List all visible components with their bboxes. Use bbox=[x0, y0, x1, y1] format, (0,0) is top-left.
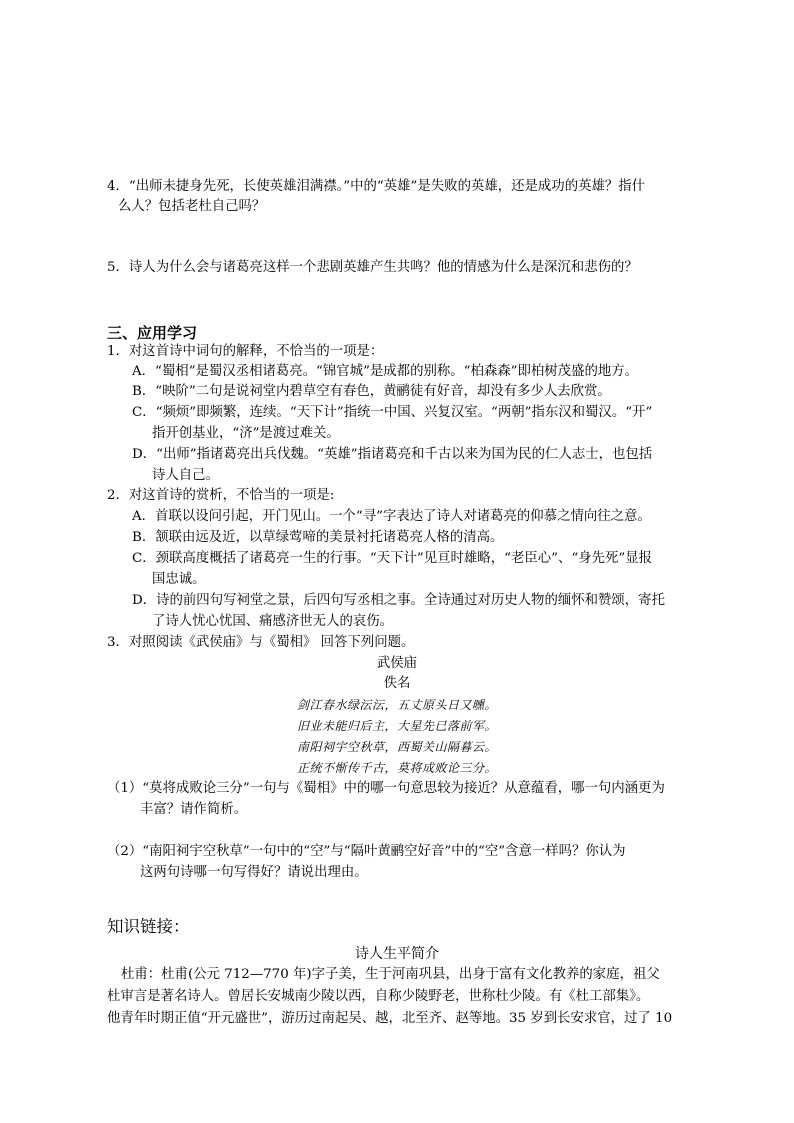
knowledge-heading: 知识链接： bbox=[107, 917, 190, 936]
question-4-line2: 么人？包括老杜自己吗？ bbox=[118, 199, 266, 214]
sub-question-1-line1: （1）“莫将成败论三分”一句与《蜀相》中的哪一句意思较为接近？从意蕴看，哪一句内涵更为 bbox=[107, 781, 665, 796]
poem-line-4: 正统不惭传千古，莫将成败论三分。 bbox=[296, 761, 497, 775]
question-5-line1: 5．诗人为什么会与诸葛亮这样一个悲剧英雄产生共鸣？他的情感为什么是深沉和悲伤的？ bbox=[107, 260, 638, 275]
item-2-stem: 2．对这首诗的赏析，不恰当的一项是: bbox=[107, 488, 335, 503]
item-1-stem: 1．对这首诗中词句的解释，不恰当的一项是： bbox=[107, 344, 384, 359]
item-1-option-a: A．“蜀相”是蜀汉丞相诸葛亮。“锦官城”是成都的别称。“柏森森”即柏树茂盛的地方。 bbox=[132, 364, 639, 379]
item-1-option-c-line2: 指开创基业，“济”是渡过难关。 bbox=[152, 426, 340, 441]
knowledge-text-line1: 杜甫：杜甫(公元 712—770 年)字子美，生于河南巩县，出身于富有文化教养的家庭，祖父 bbox=[121, 967, 660, 982]
poem-line-3: 南阳祠宇空秋草，西蜀关山隔暮云。 bbox=[296, 740, 497, 754]
item-2-option-d-line2: 了诗人忧心忧国、痛感济世无人的哀伤。 bbox=[152, 614, 394, 629]
item-2-option-a: A．首联以设问引起，开门见山。一个“寻”字表达了诗人对诸葛亮的仰慕之情向往之意。 bbox=[132, 509, 651, 524]
poem-author: 佚名 bbox=[383, 676, 411, 691]
item-1-option-d-line2: 诗人自己。 bbox=[152, 468, 219, 483]
item-3-stem: 3．对照阅读《武侯庙》与《蜀相》 回答下列问题。 bbox=[107, 635, 415, 650]
item-1-option-d-line1: D．“出师”指诸葛亮出兵伐魏。“英雄”指诸葛亮和千古以来为国为民的仁人志士，也包括 bbox=[132, 447, 653, 462]
poem-line-2: 旧业未能归后主，大星先已落前军。 bbox=[296, 719, 497, 733]
knowledge-title: 诗人生平简介 bbox=[355, 946, 439, 962]
item-2-option-b: B．颔联由远及近，以草绿莺啼的美景衬托诸葛亮人格的清高。 bbox=[132, 530, 504, 545]
sub-question-1-line2: 丰富？请作简析。 bbox=[140, 802, 248, 817]
poem-line-1: 剑江春水绿沄沄，五丈原头日又曛。 bbox=[296, 698, 497, 712]
item-2-option-d-line1: D．诗的前四句写祠堂之景，后四句写丞相之事。全诗通过对历史人物的缅怀和赞颂，寄托 bbox=[132, 593, 665, 608]
item-1-option-c-line1: C．“频烦”即频繁，连续。“天下计”指统一中国、兴复汉室。“两朝”指东汉和蜀汉。“开” bbox=[132, 405, 653, 420]
sub-question-2-line1: （2）“南阳祠宇空秋草”一句中的“空”与“隔叶黄鹂空好音”中的“空”含意一样吗？你认为 bbox=[107, 844, 626, 859]
knowledge-text-line3: 他青年时期正值“开元盛世”，游历过南起吴、越，北至齐、赵等地。35 岁到长安求官，过了 10 bbox=[107, 1011, 673, 1026]
item-2-option-c-line2: 国忠诚。 bbox=[152, 572, 206, 587]
sub-question-2-line2: 这两句诗哪一句写得好？请说出理由。 bbox=[140, 865, 368, 880]
question-4-line1: 4．“出师未捷身先死，长使英雄泪满襟。”中的“英雄”是失败的英雄，还是成功的英雄？指什 bbox=[107, 179, 646, 194]
knowledge-text-line2: 杜审言是著名诗人。曾居长安城南少陵以西，自称少陵野老，世称杜少陵。有《杜工部集》。 bbox=[107, 989, 650, 1004]
item-2-option-c-line1: C．颈联高度概括了诸葛亮一生的行事。“天下计”见亘时雄略，“老臣心”、“身先死”显报 bbox=[132, 551, 652, 566]
item-1-option-b: B．“映阶”二句是说祠堂内碧草空有春色，黄鹂徒有好音，却没有多少人去欣赏。 bbox=[132, 384, 611, 399]
poem-title: 武侯庙 bbox=[376, 656, 418, 671]
section-3-heading: 三、应用学习 bbox=[107, 324, 198, 342]
